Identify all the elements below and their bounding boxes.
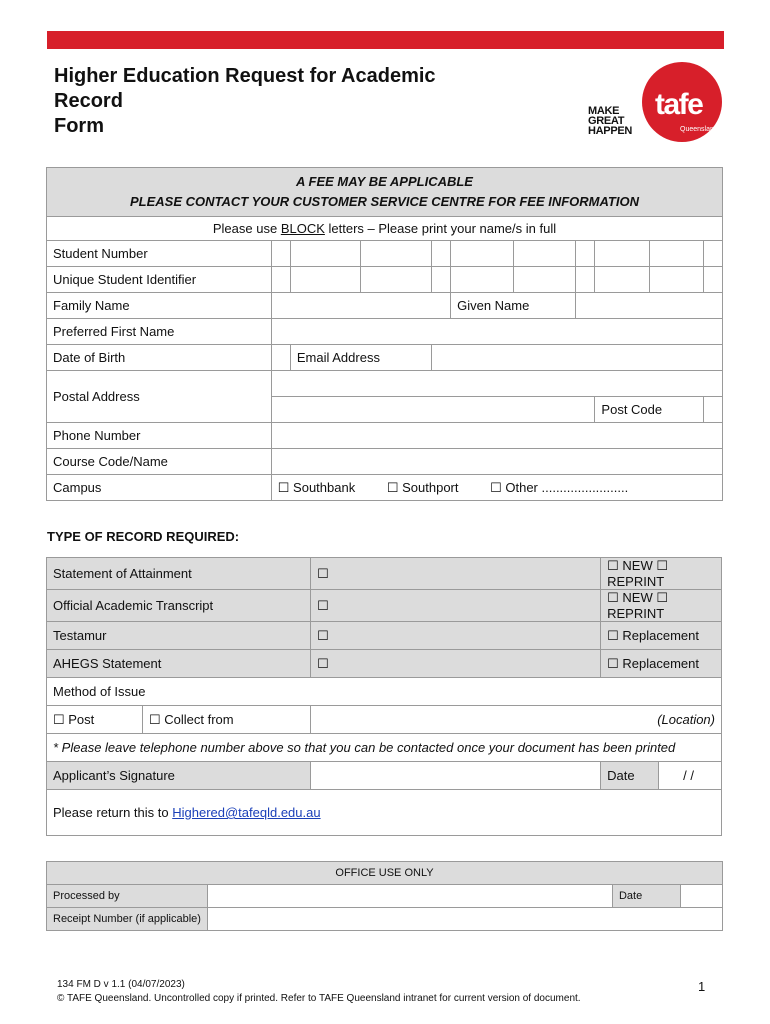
record-label: AHEGS Statement bbox=[47, 650, 311, 678]
phone-field[interactable] bbox=[271, 423, 722, 449]
title-line-3: Form bbox=[54, 115, 104, 137]
course-field[interactable] bbox=[271, 449, 722, 475]
usi-box[interactable] bbox=[432, 267, 451, 293]
fee-notice: A FEE MAY BE APPLICABLE PLEASE CONTACT YOUR CUSTOMER SERVICE CENTRE FOR FEE INFORMATION bbox=[47, 168, 723, 217]
usi-box[interactable] bbox=[513, 267, 576, 293]
record-checkbox[interactable]: ☐ bbox=[311, 590, 601, 622]
student-number-box[interactable] bbox=[432, 241, 451, 267]
logo-brand: tafe bbox=[655, 88, 703, 121]
record-options[interactable]: ☐ Replacement bbox=[601, 650, 722, 678]
post-checkbox[interactable]: ☐ Post bbox=[47, 706, 143, 734]
usi-label: Unique Student Identifier bbox=[47, 267, 272, 293]
record-checkbox[interactable]: ☐ bbox=[311, 650, 601, 678]
preferred-name-field[interactable] bbox=[271, 319, 722, 345]
page-title bbox=[54, 64, 514, 139]
record-options[interactable]: ☐ NEW ☐ REPRINT bbox=[601, 558, 722, 590]
return-row: Please return this to Highered@tafeqld.edu.au bbox=[47, 790, 722, 836]
usi-box[interactable] bbox=[451, 267, 514, 293]
copyright-note: © TAFE Queensland. Uncontrolled copy if printed. Refer to TAFE Queensland intranet for current version of document. bbox=[57, 993, 581, 1004]
record-checkbox[interactable]: ☐ bbox=[311, 622, 601, 650]
campus-southbank-checkbox[interactable]: ☐ Southbank bbox=[277, 479, 356, 495]
student-number-box[interactable] bbox=[703, 241, 722, 267]
office-date-label: Date bbox=[612, 885, 680, 908]
given-name-label: Given Name bbox=[451, 293, 576, 319]
location-field[interactable]: (Location) bbox=[311, 706, 722, 734]
receipt-label: Receipt Number (if applicable) bbox=[47, 908, 208, 931]
dob-label: Date of Birth bbox=[47, 345, 272, 371]
page-number: 1 bbox=[698, 979, 706, 994]
method-of-issue-label: Method of Issue bbox=[47, 678, 722, 706]
collect-checkbox[interactable]: ☐ Collect from bbox=[143, 706, 311, 734]
student-number-box[interactable] bbox=[513, 241, 576, 267]
postal-address-field[interactable] bbox=[271, 371, 722, 397]
student-number-label: Student Number bbox=[47, 241, 272, 267]
title-line-1: Higher Education Request for Academic bbox=[54, 65, 436, 87]
date-field[interactable]: / / bbox=[659, 762, 722, 790]
date-label: Date bbox=[601, 762, 659, 790]
logo-sub: Queensland bbox=[680, 126, 718, 133]
phone-label: Phone Number bbox=[47, 423, 272, 449]
usi-box[interactable] bbox=[649, 267, 703, 293]
campus-other-checkbox[interactable]: ☐ Other ........................ bbox=[490, 479, 629, 495]
usi-box[interactable] bbox=[595, 267, 649, 293]
record-type-heading: TYPE OF RECORD REQUIRED: bbox=[47, 529, 240, 544]
record-type-table bbox=[46, 557, 722, 836]
student-number-box[interactable] bbox=[451, 241, 514, 267]
family-name-label: Family Name bbox=[47, 293, 272, 319]
telephone-note: * Please leave telephone number above so that you can be contacted once your document has been printed bbox=[47, 734, 722, 762]
record-label: Official Academic Transcript bbox=[47, 590, 311, 622]
postal-address-field-2[interactable] bbox=[271, 397, 595, 423]
post-code-label: Post Code bbox=[595, 397, 703, 423]
family-name-field[interactable] bbox=[271, 293, 450, 319]
processed-by-label: Processed by bbox=[47, 885, 208, 908]
processed-by-field[interactable] bbox=[207, 885, 612, 908]
usi-box[interactable] bbox=[361, 267, 432, 293]
postal-address-label: Postal Address bbox=[47, 371, 272, 423]
student-number-box[interactable] bbox=[649, 241, 703, 267]
record-options[interactable]: ☐ NEW ☐ REPRINT bbox=[601, 590, 722, 622]
office-use-table bbox=[46, 861, 723, 931]
top-red-bar bbox=[47, 31, 724, 49]
record-options[interactable]: ☐ Replacement bbox=[601, 622, 722, 650]
usi-box[interactable] bbox=[703, 267, 722, 293]
course-label: Course Code/Name bbox=[47, 449, 272, 475]
post-code-field[interactable] bbox=[703, 397, 722, 423]
form-code: 134 FM D v 1.1 (04/07/2023) bbox=[57, 979, 185, 990]
preferred-name-label: Preferred First Name bbox=[47, 319, 272, 345]
tafe-logo bbox=[588, 62, 724, 142]
logo-tagline: MAKE GREAT HAPPEN bbox=[588, 105, 633, 137]
signature-field[interactable] bbox=[311, 762, 601, 790]
email-field[interactable] bbox=[432, 345, 723, 371]
email-label: Email Address bbox=[290, 345, 431, 371]
dob-field[interactable] bbox=[271, 345, 290, 371]
signature-label: Applicant’s Signature bbox=[47, 762, 311, 790]
student-details-table bbox=[46, 167, 723, 501]
office-date-field[interactable] bbox=[680, 885, 722, 908]
given-name-field[interactable] bbox=[576, 293, 723, 319]
usi-box[interactable] bbox=[271, 267, 290, 293]
campus-label: Campus bbox=[47, 475, 272, 501]
student-number-box[interactable] bbox=[576, 241, 595, 267]
return-email-link[interactable]: Highered@tafeqld.edu.au bbox=[172, 805, 321, 820]
campus-southport-checkbox[interactable]: ☐ Southport bbox=[386, 479, 459, 495]
student-number-box[interactable] bbox=[361, 241, 432, 267]
block-letters-note: Please use BLOCK letters – Please print your name/s in full bbox=[47, 217, 723, 241]
record-checkbox[interactable]: ☐ bbox=[311, 558, 601, 590]
student-number-box[interactable] bbox=[595, 241, 649, 267]
student-number-box[interactable] bbox=[290, 241, 361, 267]
record-label: Statement of Attainment bbox=[47, 558, 311, 590]
receipt-field[interactable] bbox=[207, 908, 722, 931]
office-use-title: OFFICE USE ONLY bbox=[47, 862, 723, 885]
student-number-box[interactable] bbox=[271, 241, 290, 267]
campus-options bbox=[271, 475, 722, 501]
title-line-2: Record bbox=[54, 90, 123, 112]
record-label: Testamur bbox=[47, 622, 311, 650]
usi-box[interactable] bbox=[290, 267, 361, 293]
usi-box[interactable] bbox=[576, 267, 595, 293]
